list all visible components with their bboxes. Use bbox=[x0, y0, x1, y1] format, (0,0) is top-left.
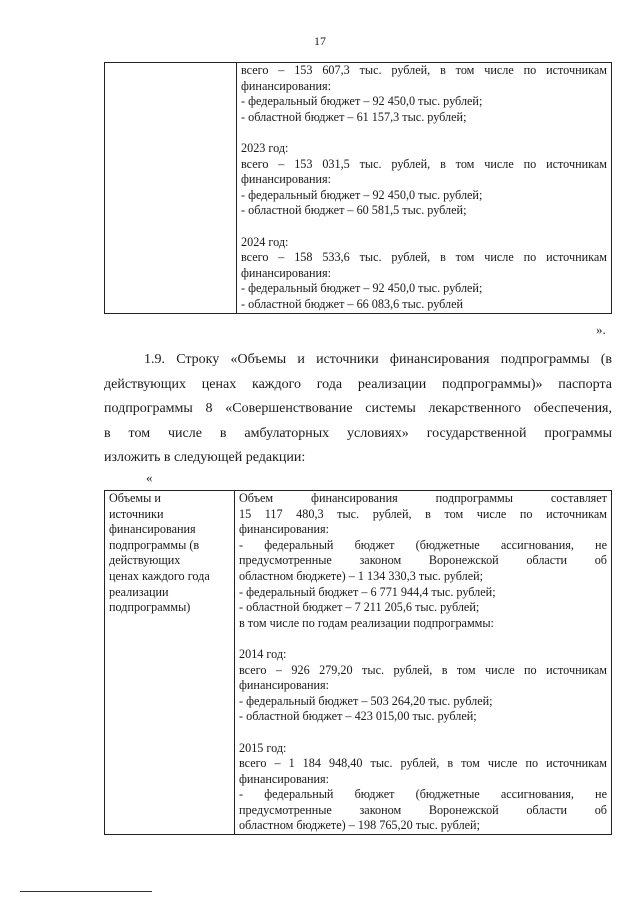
text-line: - областной бюджет – 423 015,00 тыс. рублей; bbox=[239, 709, 477, 724]
text-line: финансирования: bbox=[239, 678, 330, 693]
text-line: предусмотренные законом Воронежской области об bbox=[239, 802, 607, 817]
text-line: - федеральный бюджет (бюджетные ассигнования, не bbox=[239, 787, 607, 802]
label-line: реализации bbox=[109, 584, 169, 599]
opening-quote: « bbox=[146, 470, 153, 485]
table-row bbox=[105, 63, 612, 314]
paragraph-line: изложить в следующей редакции: bbox=[104, 450, 306, 465]
text-line: - федеральный бюджет – 503 264,20 тыс. рублей; bbox=[239, 693, 493, 708]
blank-line bbox=[241, 219, 607, 235]
year-heading: 2023 год: bbox=[241, 140, 289, 155]
financing-table bbox=[104, 490, 612, 835]
amendment-paragraph bbox=[104, 348, 612, 471]
paragraph-line: действующих ценах каждого года реализации подпрограммы)» паспорта bbox=[104, 376, 612, 392]
text-line: финансирования: bbox=[241, 78, 332, 93]
text-line: всего – 153 031,5 тыс. рублей, в том числе по источникам bbox=[241, 156, 607, 171]
text-line: областном бюджете) – 1 134 330,3 тыс. рублей; bbox=[239, 568, 484, 583]
year-heading: 2014 год: bbox=[239, 646, 287, 661]
text-line: всего – 153 607,3 тыс. рублей, в том числе по источникам bbox=[241, 63, 607, 77]
paragraph-line: подпрограммы 8 «Совершенствование системы лекарственного обеспечения, bbox=[104, 401, 612, 416]
closing-quote: ». bbox=[596, 322, 606, 337]
blank-line bbox=[239, 725, 607, 741]
text-line: - федеральный бюджет – 6 771 944,4 тыс. рублей; bbox=[239, 584, 496, 599]
paragraph-line: в том числе в амбулаторных условиях» государственной программы bbox=[104, 425, 612, 441]
text-line: - областной бюджет – 7 211 205,6 тыс. рублей; bbox=[239, 600, 480, 615]
label-line: подпрограммы) bbox=[109, 600, 191, 615]
text-line: финансирования: bbox=[239, 522, 330, 537]
label-cell bbox=[105, 491, 235, 835]
financing-details-cell bbox=[235, 491, 612, 835]
blank-line bbox=[241, 125, 607, 141]
text-line: всего – 926 279,20 тыс. рублей, в том числе по источникам bbox=[239, 662, 607, 677]
label-line: источники bbox=[109, 506, 164, 521]
label-line: Объемы и bbox=[109, 491, 161, 505]
text-line: финансирования: bbox=[241, 172, 332, 187]
text-line: всего – 158 533,6 тыс. рублей, в том числе по источникам bbox=[241, 250, 607, 265]
text-line: в том числе по годам реализации подпрограммы: bbox=[239, 615, 494, 630]
label-line: подпрограммы (в bbox=[109, 537, 200, 552]
text-line: финансирования: bbox=[239, 771, 330, 786]
label-cell bbox=[105, 63, 237, 314]
financing-table-continued bbox=[104, 62, 612, 314]
text-line: Объем финансирования подпрограммы составляет bbox=[239, 491, 607, 505]
year-heading: 2024 год: bbox=[241, 234, 289, 249]
year-heading: 2015 год: bbox=[239, 740, 287, 755]
text-line: - федеральный бюджет – 92 450,0 тыс. рублей; bbox=[241, 187, 483, 202]
footnote-separator bbox=[20, 891, 152, 892]
text-line: областном бюджете) – 198 765,20 тыс. рублей; bbox=[239, 818, 480, 833]
text-line: - федеральный бюджет (бюджетные ассигнования, не bbox=[239, 537, 607, 552]
label-line: действующих bbox=[109, 553, 181, 568]
table-row bbox=[105, 491, 612, 835]
text-line: - областной бюджет – 61 157,3 тыс. рублей; bbox=[241, 109, 467, 124]
label-line: ценах каждого года bbox=[109, 568, 210, 583]
text-line: предусмотренные законом Воронежской области об bbox=[239, 553, 607, 568]
text-line: - федеральный бюджет – 92 450,0 тыс. рублей; bbox=[241, 281, 483, 296]
text-line: - областной бюджет – 60 581,5 тыс. рублей; bbox=[241, 203, 467, 218]
page-number: 17 bbox=[314, 34, 326, 48]
financing-details-cell bbox=[237, 63, 612, 314]
text-line: - федеральный бюджет – 92 450,0 тыс. рублей; bbox=[241, 94, 483, 109]
text-line: - областной бюджет – 66 083,6 тыс. рублей bbox=[241, 296, 464, 311]
text-line: финансирования: bbox=[241, 265, 332, 280]
paragraph-line: 1.9. Строку «Объемы и источники финансирования подпрограммы (в bbox=[144, 352, 612, 367]
label-line: финансирования bbox=[109, 522, 196, 537]
text-line: всего – 1 184 948,40 тыс. рублей, в том числе по источникам bbox=[239, 756, 607, 771]
text-line: 15 117 480,3 тыс. рублей, в том числе по источникам bbox=[239, 506, 607, 521]
blank-line bbox=[239, 631, 607, 647]
